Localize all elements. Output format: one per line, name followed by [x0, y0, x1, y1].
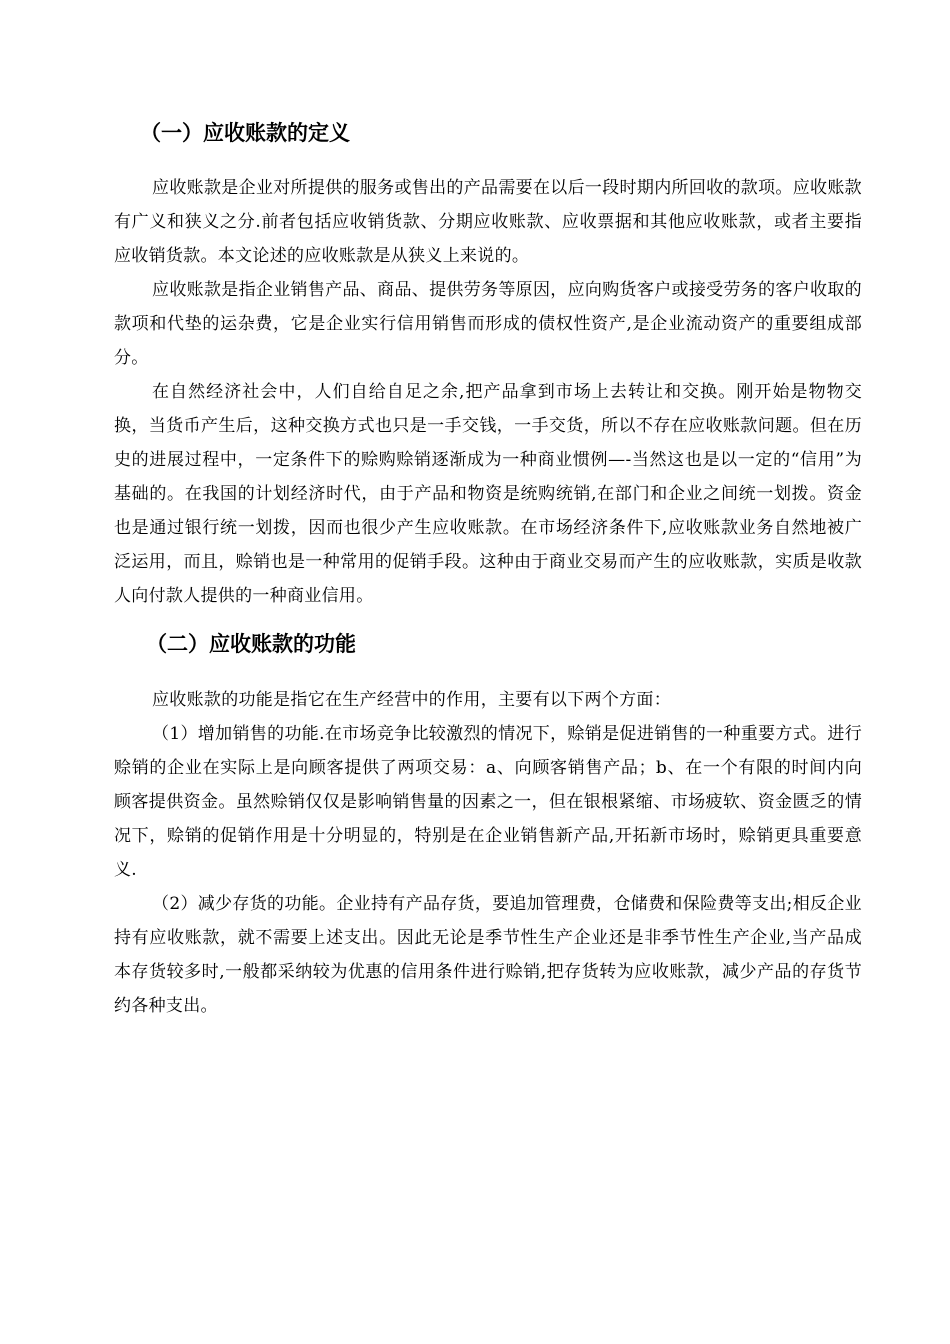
section-1-paragraph-2: 应收账款是指企业销售产品、商品、提供劳务等原因，应向购货客户或接受劳务的客户收取的款项和代垫的运杂费，它是企业实行信用销售而形成的债权性资产,是企业流动资产的重要组成部分。 — [114, 280, 862, 368]
section-1-heading-block — [114, 112, 862, 154]
section-2-heading: （二）应收账款的功能 — [146, 632, 356, 656]
section-2-paragraph-1: 应收账款的功能是指它在生产经营中的作用，主要有以下两个方面： — [152, 690, 671, 710]
section-2-paragraph-3: （2）减少存货的功能。企业持有产品存货，要追加管理费，仓储费和保险费等支出;相反企业持有应收账款，就不需要上述支出。因此无论是季节性生产企业还是非季节性生产企业,当产品成本存货较多时,一般都采纳较为优惠的信用条件进行赊销,把存货转为应收账款，减少产品的存货节约各种支出。 — [114, 894, 862, 1016]
section-2-heading-block — [114, 623, 862, 665]
section-1-paragraph-3: 在自然经济社会中，人们自给自足之余,把产品拿到市场上去转让和交换。刚开始是物物交换，当货币产生后，这种交换方式也只是一手交钱，一手交货，所以不存在应收账款问题。但在历史的进展过程中，一定条件下的赊购赊销逐渐成为一种商业惯例—-当然这也是以一定的“信用”为基础的。在我国的计划经济时代，由于产品和物资是统购统销,在部门和企业之间统一划拨。资金也是通过银行统一划拨，因而也很少产生应收账款。在市场经济条件下,应收账款业务自然地被广泛运用，而且，赊销也是一种常用的促销手段。这种由于商业交易而产生的应收账款，实质是收款人向付款人提供的一种商业信用。 — [114, 382, 862, 606]
document-body — [114, 112, 862, 1023]
section-2-paragraph-2: （1）增加销售的功能.在市场竞争比较激烈的情况下，赊销是促进销售的一种重要方式。进行赊销的企业在实际上是向顾客提供了两项交易：a、向顾客销售产品；b、在一个有限的时间内向顾客提供资金。虽然赊销仅仅是影响销售量的因素之一，但在银根紧缩、市场疲软、资金匮乏的情况下，赊销的促销作用是十分明显的，特别是在企业销售新产品,开拓新市场时，赊销更具重要意义. — [114, 724, 862, 880]
section-1-paragraph-1: 应收账款是企业对所提供的服务或售出的产品需要在以后一段时期内所回收的款项。应收账款有广义和狭义之分.前者包括应收销货款、分期应收账款、应收票据和其他应收账款，或者主要指应收销货款。本文论述的应收账款是从狭义上来说的。 — [114, 178, 862, 266]
section-1-heading: （一）应收账款的定义 — [140, 121, 350, 145]
